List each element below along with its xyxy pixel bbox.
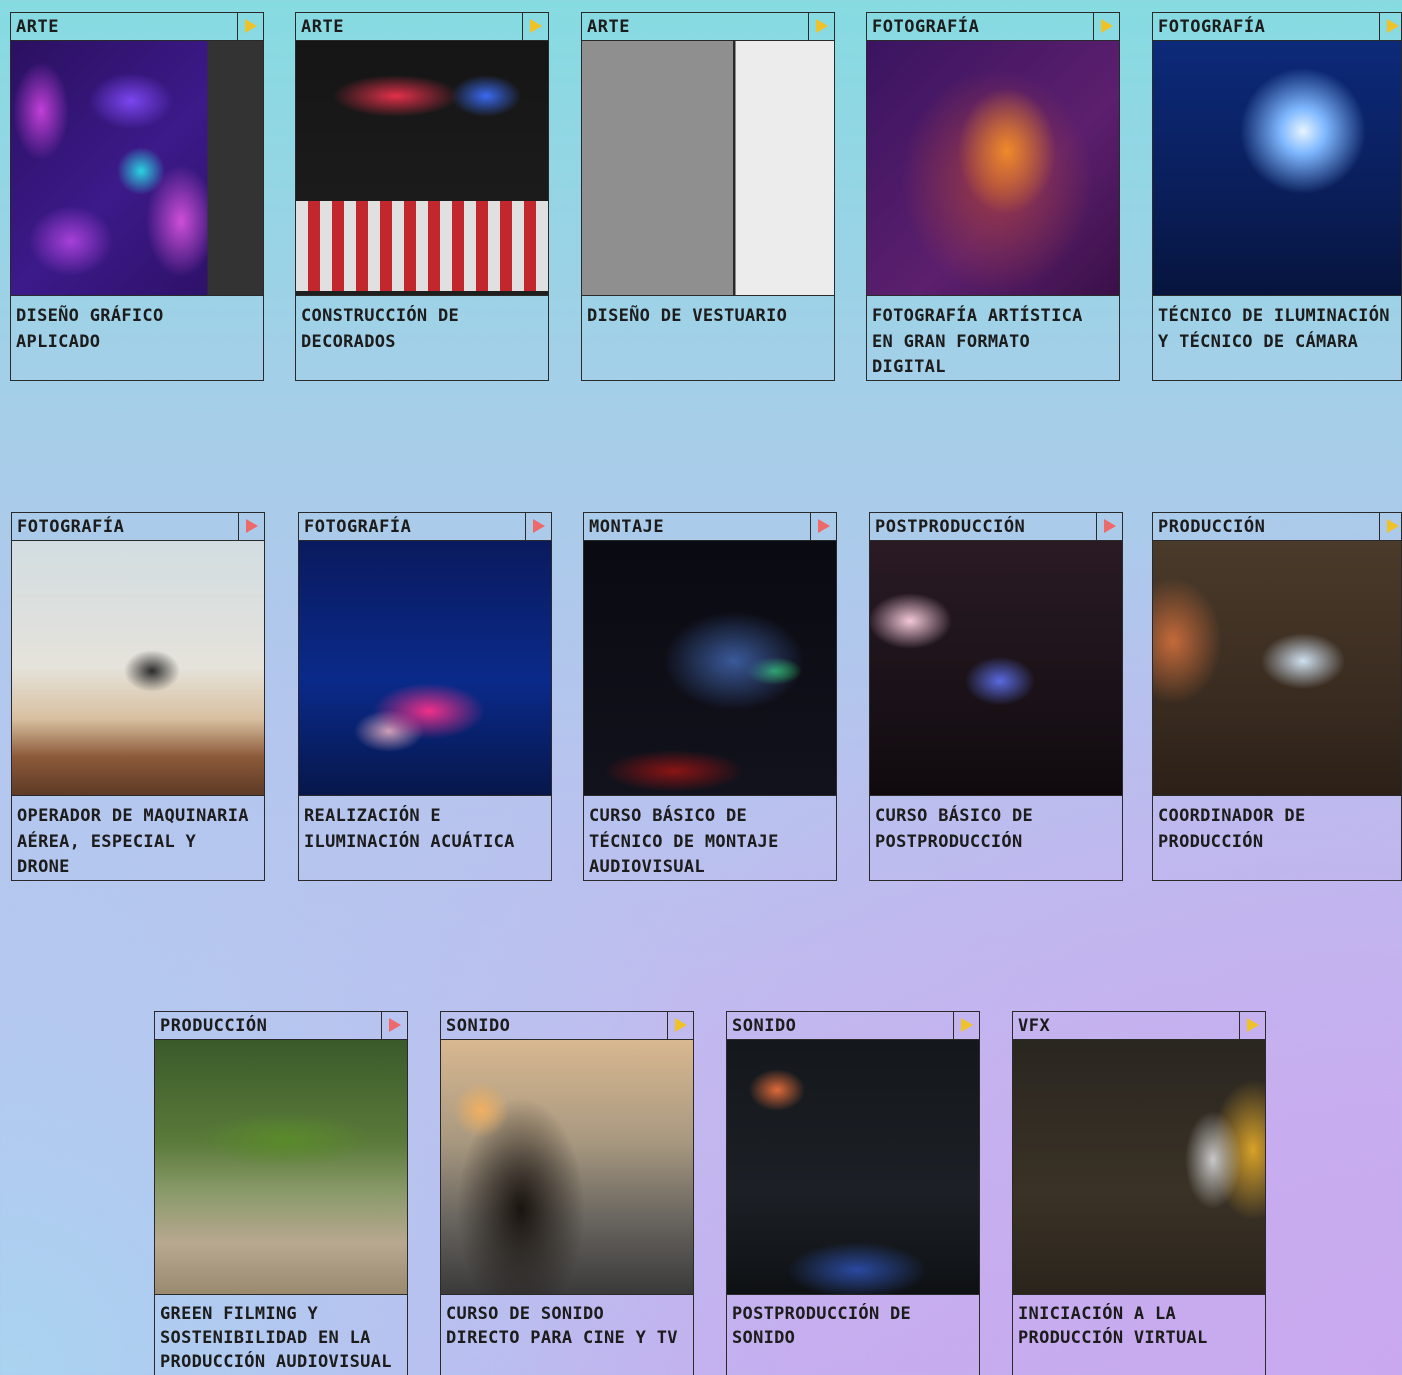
card-header xyxy=(1153,13,1401,41)
play-icon xyxy=(1247,1018,1259,1032)
course-title[interactable]: CONSTRUCCIÓN DE DECORADOS xyxy=(301,306,460,352)
category-label: PRODUCCIÓN xyxy=(1158,517,1266,537)
category-label: SONIDO xyxy=(446,1016,511,1036)
play-icon xyxy=(1104,519,1116,533)
play-icon xyxy=(1387,19,1399,33)
play-button[interactable] xyxy=(525,513,551,540)
course-image[interactable] xyxy=(441,1040,693,1295)
category-label: POSTPRODUCCIÓN xyxy=(875,517,1026,537)
course-card[interactable] xyxy=(295,12,549,381)
play-button[interactable] xyxy=(953,1012,979,1039)
course-title[interactable]: DISEÑO DE VESTUARIO xyxy=(587,306,788,326)
course-image[interactable] xyxy=(1153,541,1401,796)
play-button[interactable] xyxy=(810,513,836,540)
category-label: VFX xyxy=(1018,1016,1051,1036)
category-label: ARTE xyxy=(587,17,630,37)
course-title[interactable]: GREEN FILMING Y SOSTENIBILIDAD EN LA PRODUCCIÓN AUDIOVISUAL xyxy=(160,1304,392,1372)
course-title[interactable]: FOTOGRAFÍA ARTÍSTICA EN GRAN FORMATO DIGITAL xyxy=(872,306,1083,377)
category-label: ARTE xyxy=(16,17,59,37)
course-title[interactable]: DISEÑO GRÁFICO APLICADO xyxy=(16,306,164,352)
category-label: ARTE xyxy=(301,17,344,37)
category-label: MONTAJE xyxy=(589,517,665,537)
course-card[interactable] xyxy=(1152,512,1402,881)
course-title[interactable]: CURSO DE SONIDO DIRECTO PARA CINE Y TV xyxy=(446,1304,678,1348)
play-icon xyxy=(389,1018,401,1032)
play-button[interactable] xyxy=(1379,13,1402,40)
course-title[interactable]: OPERADOR DE MAQUINARIA AÉREA, ESPECIAL Y DRONE xyxy=(17,806,249,877)
card-header xyxy=(1013,1012,1265,1040)
course-title[interactable]: TÉCNICO DE ILUMINACIÓN Y TÉCNICO DE CÁMARA xyxy=(1158,306,1390,352)
card-header xyxy=(727,1012,979,1040)
card-header xyxy=(296,13,548,41)
card-header xyxy=(155,1012,407,1040)
play-icon xyxy=(245,19,257,33)
course-card[interactable] xyxy=(726,1011,980,1375)
card-header xyxy=(870,513,1122,541)
course-title[interactable]: CURSO BÁSICO DE TÉCNICO DE MONTAJE AUDIOVISUAL xyxy=(589,806,779,877)
play-icon xyxy=(675,1018,687,1032)
play-icon xyxy=(246,519,258,533)
course-image[interactable] xyxy=(727,1040,979,1295)
course-title[interactable]: REALIZACIÓN E ILUMINACIÓN ACUÁTICA xyxy=(304,806,515,852)
course-image[interactable] xyxy=(867,41,1119,296)
play-button[interactable] xyxy=(522,13,548,40)
course-image[interactable] xyxy=(582,41,834,296)
course-image[interactable] xyxy=(299,541,551,796)
play-icon xyxy=(530,19,542,33)
course-card[interactable] xyxy=(581,12,835,381)
card-header xyxy=(299,513,551,541)
play-icon xyxy=(818,519,830,533)
course-title[interactable]: INICIACIÓN A LA PRODUCCIÓN VIRTUAL xyxy=(1018,1304,1208,1348)
play-button[interactable] xyxy=(1239,1012,1265,1039)
play-button[interactable] xyxy=(667,1012,693,1039)
course-image[interactable] xyxy=(155,1040,407,1295)
play-button[interactable] xyxy=(381,1012,407,1039)
course-image[interactable] xyxy=(1013,1040,1265,1295)
course-title[interactable]: CURSO BÁSICO DE POSTPRODUCCIÓN xyxy=(875,806,1034,852)
course-title[interactable]: COORDINADOR DE PRODUCCIÓN xyxy=(1158,806,1306,852)
play-icon xyxy=(1387,519,1399,533)
course-title[interactable]: POSTPRODUCCIÓN DE SONIDO xyxy=(732,1304,912,1348)
card-header xyxy=(584,513,836,541)
course-image[interactable] xyxy=(870,541,1122,796)
card-header xyxy=(441,1012,693,1040)
card-header xyxy=(1153,513,1401,541)
course-image[interactable] xyxy=(296,41,548,296)
category-label: PRODUCCIÓN xyxy=(160,1016,268,1036)
card-header xyxy=(11,13,263,41)
course-card[interactable] xyxy=(866,12,1120,381)
category-label: SONIDO xyxy=(732,1016,797,1036)
category-label: FOTOGRAFÍA xyxy=(304,517,412,537)
play-icon xyxy=(533,519,545,533)
course-image[interactable] xyxy=(1153,41,1401,296)
course-image[interactable] xyxy=(11,41,263,296)
course-card[interactable] xyxy=(440,1011,694,1375)
play-button[interactable] xyxy=(1093,13,1119,40)
play-icon xyxy=(1101,19,1113,33)
course-card[interactable] xyxy=(298,512,552,881)
play-icon xyxy=(961,1018,973,1032)
course-image[interactable] xyxy=(584,541,836,796)
play-icon xyxy=(816,19,828,33)
course-card[interactable] xyxy=(869,512,1123,881)
card-header xyxy=(582,13,834,41)
play-button[interactable] xyxy=(808,13,834,40)
play-button[interactable] xyxy=(1096,513,1122,540)
play-button[interactable] xyxy=(238,513,264,540)
course-card[interactable] xyxy=(583,512,837,881)
course-image[interactable] xyxy=(12,541,264,796)
category-label: FOTOGRAFÍA xyxy=(1158,17,1266,37)
course-card[interactable] xyxy=(11,512,265,881)
card-header xyxy=(12,513,264,541)
category-label: FOTOGRAFÍA xyxy=(17,517,125,537)
card-header xyxy=(867,13,1119,41)
course-card[interactable] xyxy=(154,1011,408,1375)
course-card[interactable] xyxy=(1012,1011,1266,1375)
category-label: FOTOGRAFÍA xyxy=(872,17,980,37)
play-button[interactable] xyxy=(237,13,263,40)
play-button[interactable] xyxy=(1379,513,1402,540)
course-card[interactable] xyxy=(1152,12,1402,381)
course-card[interactable] xyxy=(10,12,264,381)
